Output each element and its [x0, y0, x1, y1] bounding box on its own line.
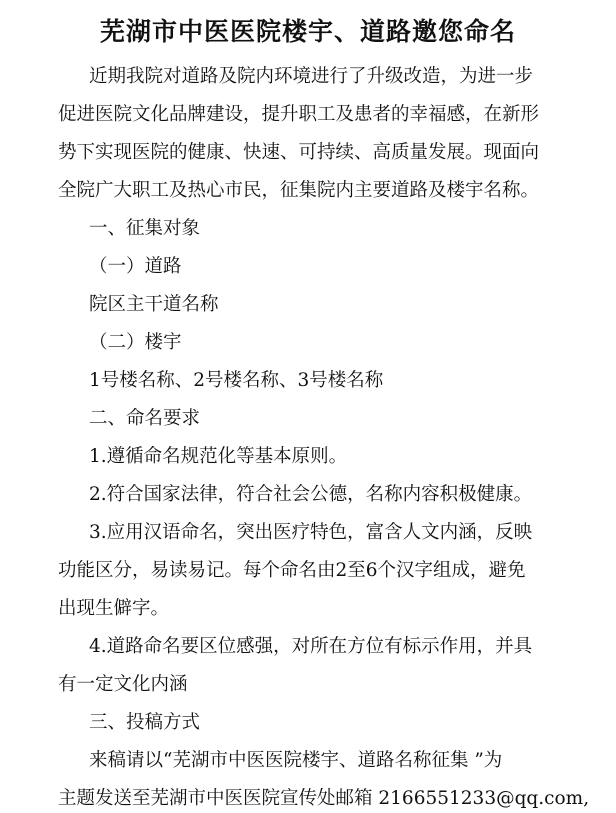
intro-line-4: 全院广大职工及热心市民，征集院内主要道路及楼宇名称。 [58, 180, 540, 201]
submission-line-1: 来稿请以“芜湖市中医医院楼宇、道路名称征集 ”为 [89, 750, 503, 771]
section-2-heading: 二、命名要求 [89, 408, 201, 429]
requirement-3-line-2: 功能区分，易读易记。每个命名由2至6个汉字组成，避免 [58, 560, 526, 581]
subsection-roads-heading: （一）道路 [89, 256, 182, 277]
requirement-2: 2.符合国家法律，符合社会公德，名称内容积极健康。 [89, 484, 533, 505]
section-1-heading: 一、征集对象 [89, 218, 201, 239]
requirement-4-line-1: 4.道路命名要区位感强，对所在方位有标示作用，并具 [89, 636, 533, 657]
requirement-3-line-1: 3.应用汉语命名，突出医疗特色，富含人文内涵，反映 [89, 522, 533, 543]
subsection-buildings-heading: （二）楼宇 [89, 332, 182, 353]
requirement-4-line-2: 有一定文化内涵 [58, 674, 188, 695]
intro-line-3: 势下实现医院的健康、快速、可持续、高质量发展。现面向 [58, 142, 540, 163]
subsection-buildings-text: 1号楼名称、2号楼名称、3号楼名称 [89, 370, 384, 391]
requirement-3-line-3: 出现生僻字。 [58, 598, 170, 619]
intro-line-1: 近期我院对道路及院内环境进行了升级改造，为进一步 [89, 66, 534, 87]
requirement-1: 1.遵循命名规范化等基本原则。 [89, 446, 348, 467]
submission-line-2: 主题发送至芜湖市中医医院宣传处邮箱 2166551233@qq.com, [58, 788, 590, 809]
section-3-heading: 三、投稿方式 [89, 712, 201, 733]
intro-line-2: 促进医院文化品牌建设，提升职工及患者的幸福感，在新形 [58, 104, 540, 125]
document-title: 芜湖市中医医院楼宇、道路邀您命名 [99, 17, 516, 46]
subsection-roads-text: 院区主干道名称 [89, 294, 219, 315]
